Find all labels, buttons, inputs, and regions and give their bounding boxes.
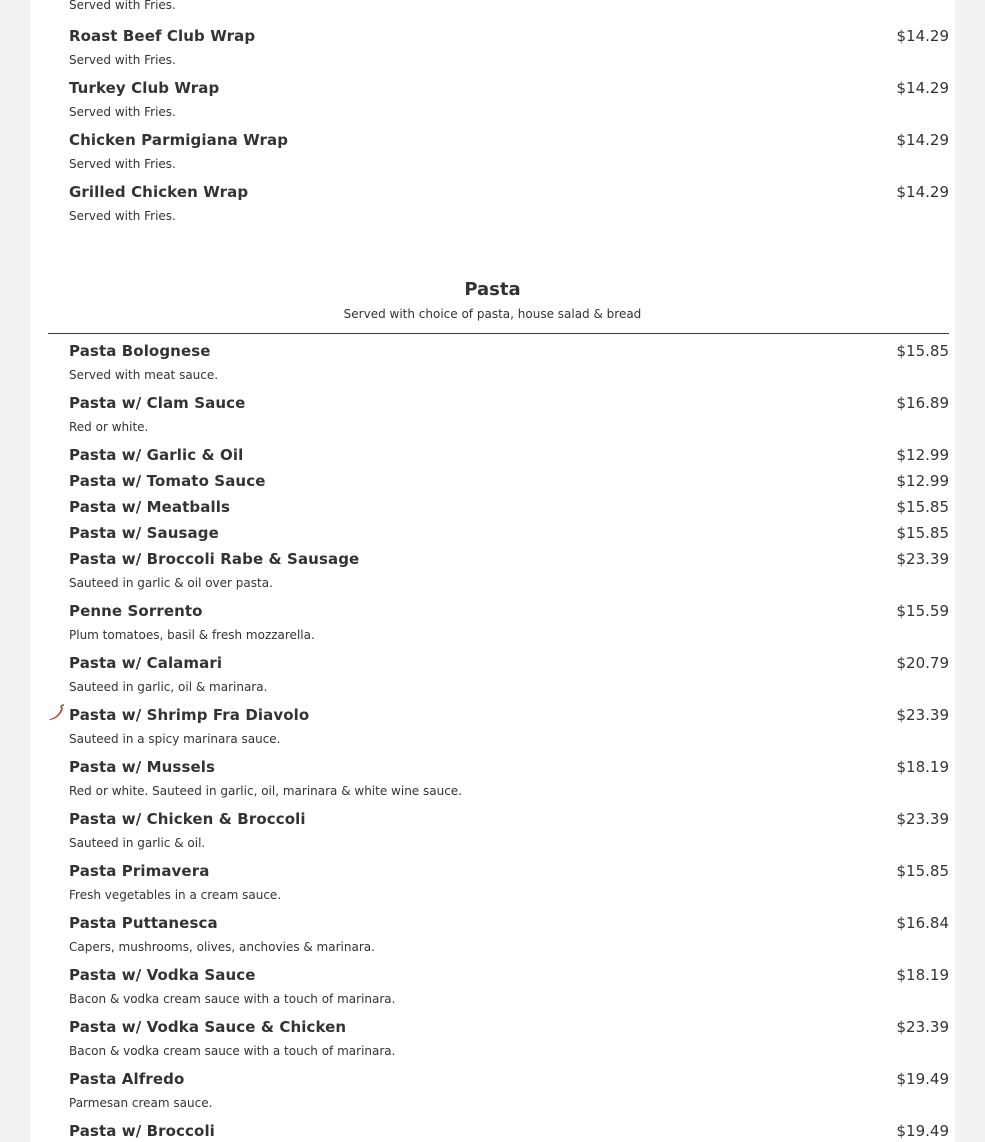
item-name: Pasta w/ Clam Sauce [69,394,246,412]
item-price: $15.85 [896,498,949,516]
item-description: Bacon & vodka cream sauce with a touch of marinara. [69,1044,396,1058]
item-price: $14.29 [896,79,949,97]
item-name: Pasta w/ Calamari [69,654,223,672]
item-price: $12.99 [896,472,949,490]
section-subtitle-pasta: Served with choice of pasta, house salad & bread [343,307,642,321]
item-name: Penne Sorrento [69,602,203,620]
item-price: $14.29 [896,27,949,45]
section-title-pasta: Pasta [464,279,521,300]
item-name: Pasta w/ Chicken & Broccoli [69,810,306,828]
item-price: $14.29 [896,131,949,149]
item-name: Pasta w/ Tomato Sauce [69,472,266,490]
item-price: $15.85 [896,862,949,880]
item-description: Red or white. [69,420,149,434]
item-description: Served with Fries. [69,53,176,67]
item-price: $23.39 [896,810,949,828]
menu-item[interactable] [30,183,955,235]
item-description: Served with Fries. [69,157,176,171]
item-description: Capers, mushrooms, olives, anchovies & marinara. [69,940,375,954]
item-description: Served with Fries. [69,209,176,223]
section-divider [48,333,949,334]
item-price: $18.19 [896,758,949,776]
item-price: $16.89 [896,394,949,412]
menu-item[interactable] [30,27,955,79]
item-name: Pasta w/ Mussels [69,758,216,776]
item-description: Served with Fries. [69,0,176,12]
item-name: Chicken Parmigiana Wrap [69,131,289,149]
item-description: Served with meat sauce. [69,368,219,382]
item-description: Fresh vegetables in a cream sauce. [69,888,282,902]
menu-item[interactable] [30,394,955,446]
menu-item[interactable] [30,131,955,183]
item-price: $23.39 [896,550,949,568]
menu-item[interactable] [30,706,955,758]
item-name: Pasta Puttanesca [69,914,218,932]
item-name: Pasta Bolognese [69,342,211,360]
item-name: Pasta w/ Vodka Sauce [69,966,256,984]
item-description: Sauteed in garlic & oil over pasta. [69,576,273,590]
item-price: $20.79 [896,654,949,672]
menu-item[interactable] [30,342,955,394]
item-price: $23.39 [896,706,949,724]
item-description: Sauteed in garlic & oil. [69,836,206,850]
item-name: Pasta w/ Sausage [69,524,219,542]
menu-item[interactable] [30,1122,955,1142]
item-description: Plum tomatoes, basil & fresh mozzarella. [69,628,315,642]
item-price: $18.19 [896,966,949,984]
pasta-list [30,342,955,1142]
item-name: Pasta w/ Broccoli [69,1122,215,1140]
item-price: $19.49 [896,1070,949,1088]
item-name: Pasta w/ Shrimp Fra Diavolo [69,706,310,724]
item-name: Turkey Club Wrap [69,79,220,97]
item-name: Pasta w/ Meatballs [69,498,230,516]
menu-item[interactable] [30,498,955,524]
item-price: $23.39 [896,1018,949,1036]
item-name: Grilled Chicken Wrap [69,183,249,201]
item-price: $14.29 [896,183,949,201]
item-name: Pasta Alfredo [69,1070,185,1088]
menu-item[interactable] [30,602,955,654]
menu-item[interactable] [30,550,955,602]
menu-item[interactable] [30,914,955,966]
menu-page [30,0,955,1142]
menu-item[interactable] [30,810,955,862]
item-price: $15.85 [896,524,949,542]
item-description: Served with Fries. [69,105,176,119]
menu-item[interactable] [30,472,955,498]
item-price: $15.59 [896,602,949,620]
item-description: Sauteed in a spicy marinara sauce. [69,732,281,746]
menu-item[interactable] [30,524,955,550]
item-price: $15.85 [896,342,949,360]
menu-item[interactable] [30,966,955,1018]
item-price: $19.49 [896,1122,949,1140]
menu-item[interactable] [30,654,955,706]
item-name: Pasta w/ Garlic & Oil [69,446,244,464]
item-description: Bacon & vodka cream sauce with a touch of marinara. [69,992,396,1006]
menu-item[interactable] [30,1018,955,1070]
menu-item[interactable] [30,79,955,131]
item-name: Pasta w/ Broccoli Rabe & Sausage [69,550,360,568]
item-name: Roast Beef Club Wrap [69,27,256,45]
item-price: $12.99 [896,446,949,464]
item-description: Sauteed in garlic, oil & marinara. [69,680,268,694]
item-name: Pasta Primavera [69,862,210,880]
item-price: $16.84 [896,914,949,932]
menu-item[interactable] [30,1070,955,1122]
item-description: Parmesan cream sauce. [69,1096,213,1110]
item-name: Pasta w/ Vodka Sauce & Chicken [69,1018,347,1036]
chili-pepper-icon [47,704,65,722]
wrap-list [30,27,955,235]
menu-item[interactable] [30,758,955,810]
menu-item[interactable] [30,862,955,914]
item-description: Red or white. Sauteed in garlic, oil, marinara & white wine sauce. [69,784,462,798]
menu-item[interactable] [30,446,955,472]
